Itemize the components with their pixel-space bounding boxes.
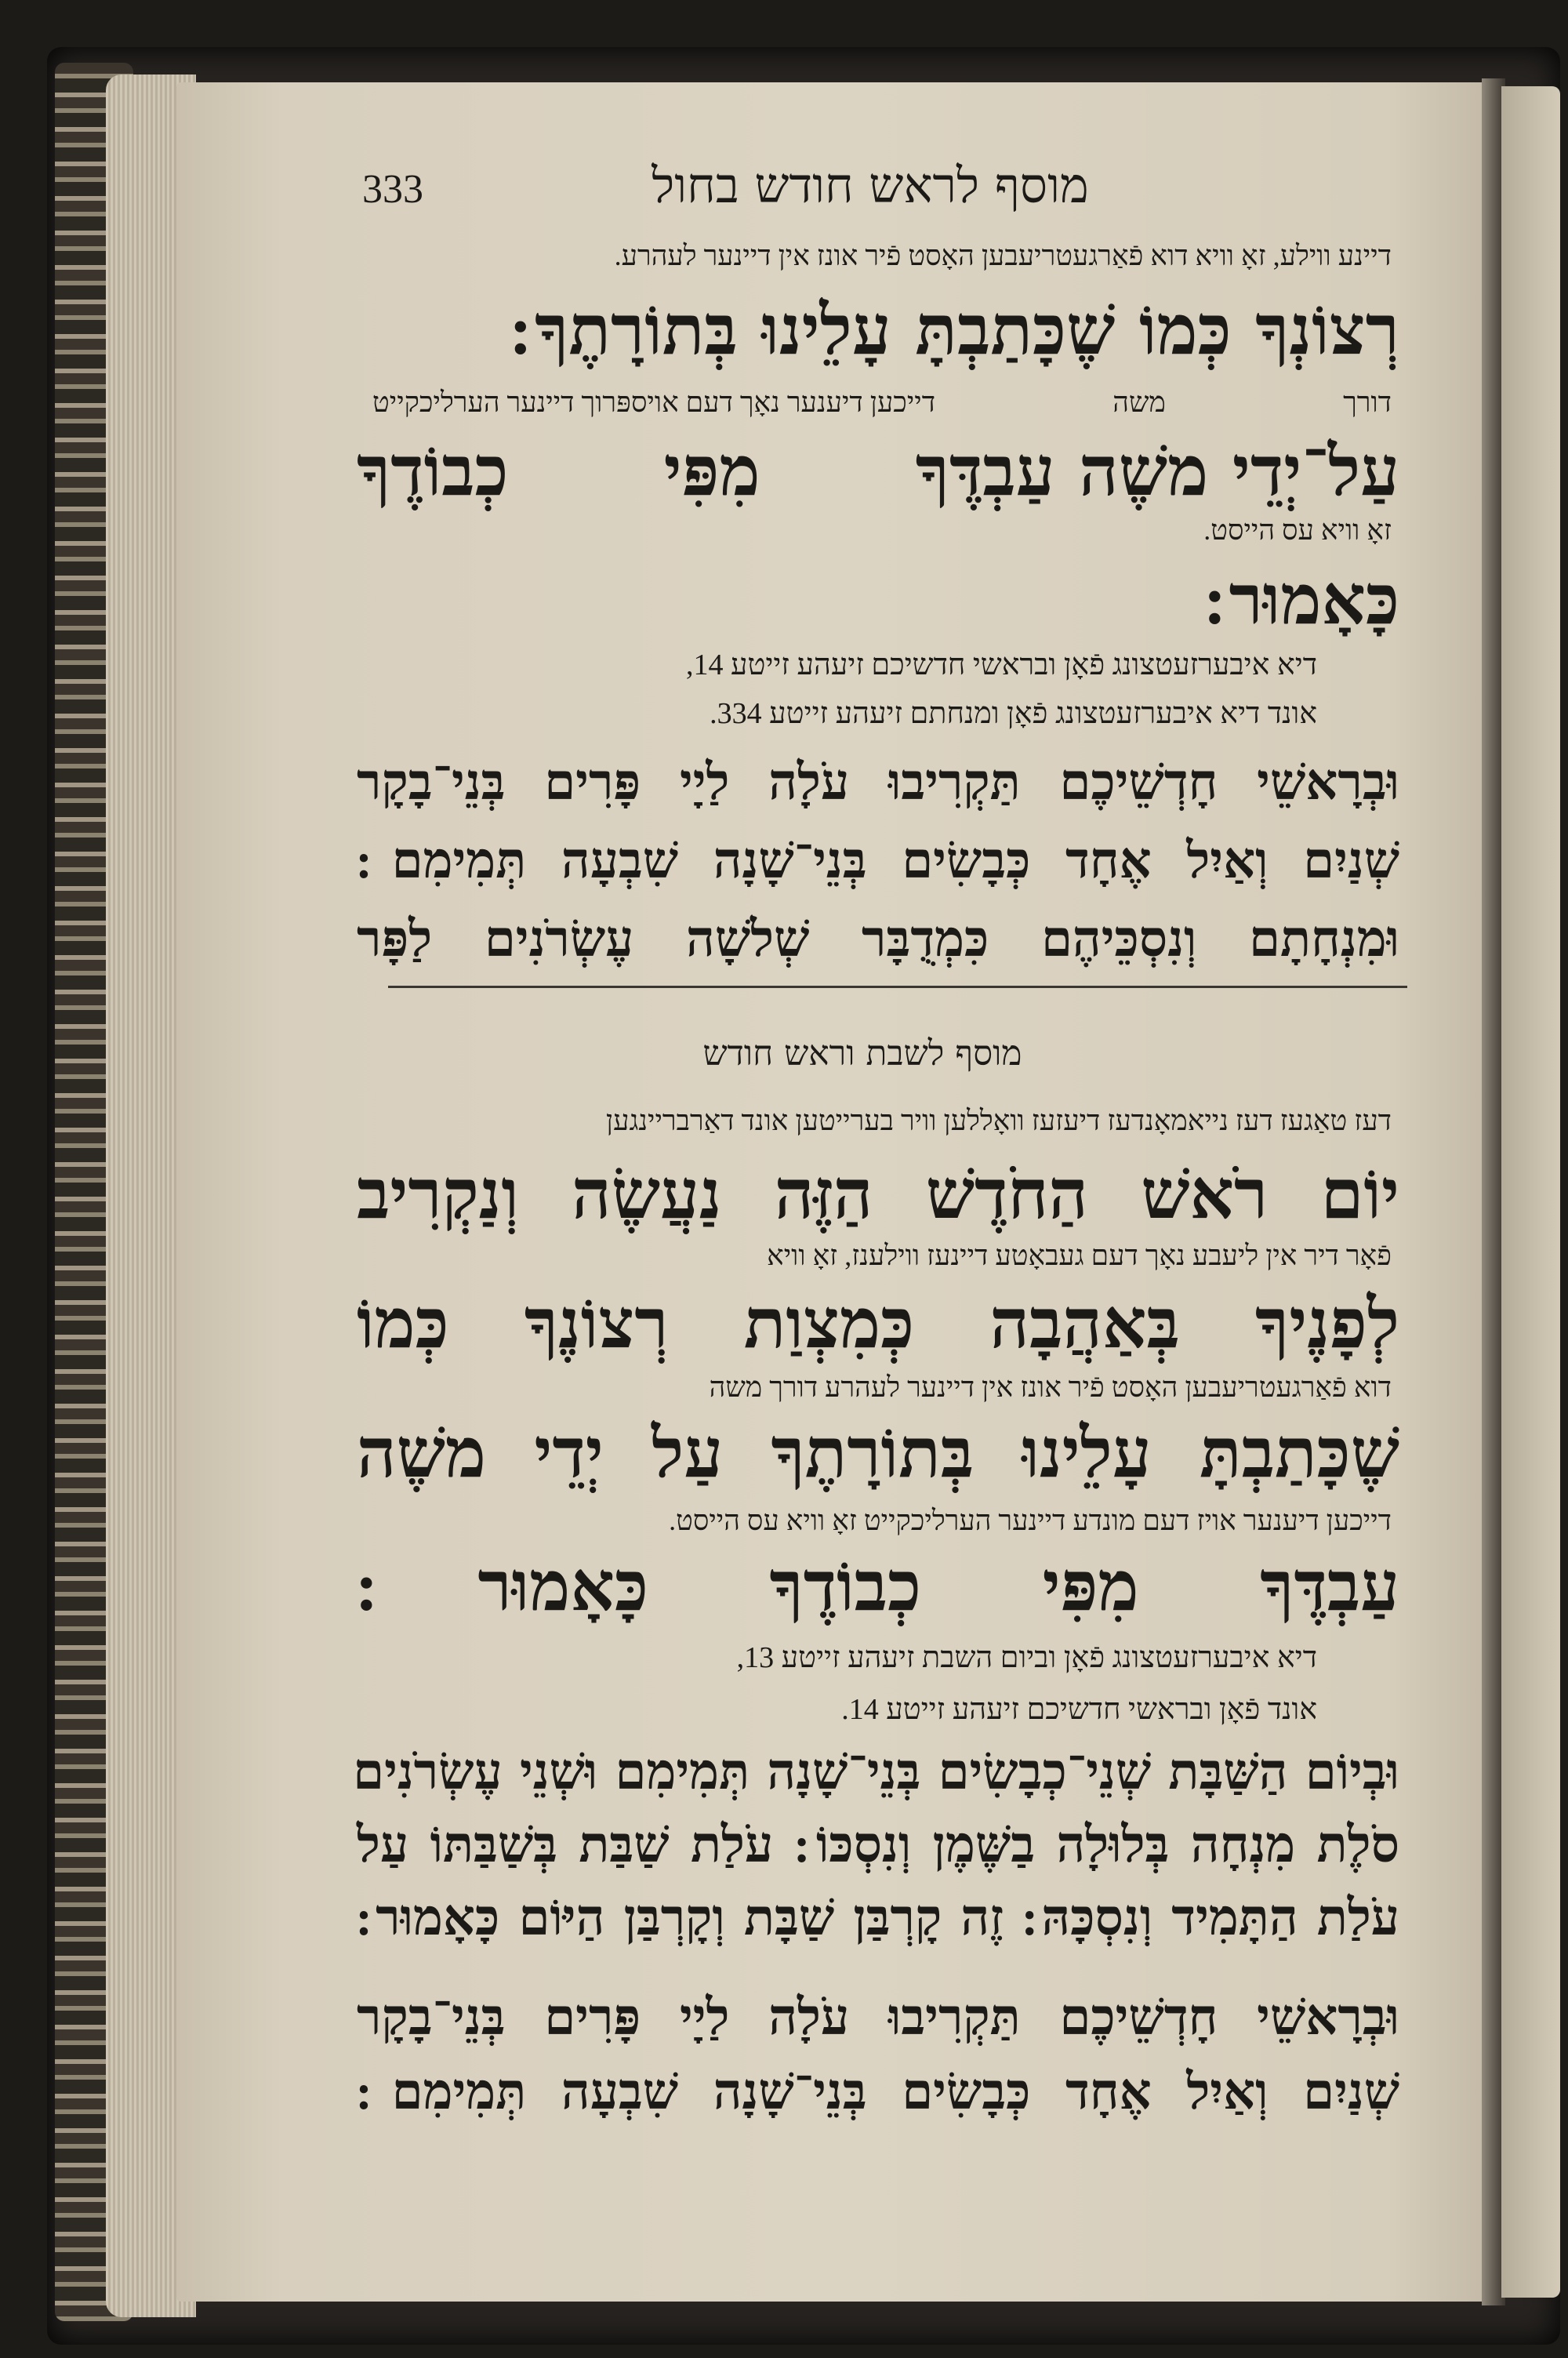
note-line: אונד פֿאָן ובראשי חדשיכם זיעהע זייטע 14. xyxy=(841,1693,1317,1726)
translation-word: משה xyxy=(1112,387,1166,418)
hebrew-line: יוֹם רֹאשׁ הַחֹדֶשׁ הַזֶּה נַעֲשֶׂה וְנַקְרִיב xyxy=(357,1153,1399,1234)
note-line: דיא איבערזעטצונג פֿאָן ובראשי חדשיכם זיעהע זייטע 14, xyxy=(686,649,1317,681)
translation-line: פֿאָר דיר אין ליעבע נאָך דעם געבאָטע דיינעז ווילענז, זאָ וויא xyxy=(767,1240,1392,1271)
hebrew-line: לְפָנֶיךָ בְּאַהֲבָה כְּמִצְוַת רְצוֹנֶךָ כְּמוֹ xyxy=(357,1282,1399,1364)
translation-line: דיינע ווילע, זאָ וויא דוא פֿאַרגעטריעבען האָסט פֿיר אונז אין דיינער לעהרע. xyxy=(614,240,1392,271)
hebrew-line: רְצוֹנְךָ כְּמוֹ שֶׁכָּתַבְתָּ עָלֵינוּ בְּתוֹרָתֶךָ ׃ xyxy=(510,289,1399,370)
translation-word: דורך xyxy=(1343,387,1392,418)
translation-line: דייכען דיענער אויז דעם מונדע דיינער הערליכקייט זאָ וויא עס הייסט. xyxy=(669,1505,1392,1536)
note-line: אונד דיא איבערזעטצונג פֿאָן ומנחתם זיעהע זייטע 334. xyxy=(710,697,1317,730)
hebrew-line xyxy=(357,430,1399,512)
section-title: מוסף לשבת וראש חודש xyxy=(702,1034,1022,1074)
section-divider xyxy=(388,986,1407,988)
translation-line: זאָ וויא עס הייסט. xyxy=(1203,514,1392,546)
note-line: דיא איבערזעטצונג פֿאָן וביום השבת זיעהע זייטע 13, xyxy=(736,1641,1317,1674)
hebrew-line: וּבְרָאשֵׁי חָדְשֵׁיכֶם תַּקְרִיבוּ עֹלָה לַיָי פָּרִים בְּנֵי־בָקָר xyxy=(357,753,1399,812)
hebrew-line: וּבְיוֹם הַשַּׁבָּת שְׁנֵי־כְבָשִׂים בְּנֵי־שָׁנָה תְּמִימִם וּשְׁנֵי עֶשְׂרֹנִים xyxy=(353,1742,1399,1801)
hebrew-line: עַבְדֶּךָ מִפִּי כְבוֹדֶךָ כָּאָמוּר ׃ xyxy=(357,1545,1399,1626)
hebrew-line: שְׁנַיִם וְאַיִל אֶחָד כְּבָשִׂים בְּנֵי־שָׁנָה שִׁבְעָה תְּמִימִם ׃ xyxy=(357,2062,1399,2121)
translation-line: דוא פֿאַרגעטריעבען האָסט פֿיר אונז אין דיינער לעהרע דורך משה xyxy=(709,1372,1392,1403)
hebrew-line: כָּאָמוּר ׃ xyxy=(1204,558,1399,640)
hebrew-line: סֹלֶת מִנְחָה בְּלוּלָה בַשֶּׁמֶן וְנִסְכּוֹ ׃ עֹלַת שַׁבַּת בְּשַׁבַּתּוֹ עַל xyxy=(357,1815,1399,1874)
hebrew-line: שְׁנַיִם וְאַיִל אֶחָד כְּבָשִׂים בְּנֵי־שָׁנָה שִׁבְעָה תְּמִימִם ׃ xyxy=(357,831,1399,890)
translation-line: דעז טאַגעז דעז נייאמאָנדעז דיעזעז וואָללען וויר בערייטען אונד דאַרבריינגען xyxy=(605,1105,1392,1136)
translation-line xyxy=(372,386,1392,419)
hebrew-word: עַל־יְדֵי משֶׁה עַבְדֶּךָ xyxy=(915,430,1399,511)
hebrew-word: כְבוֹדֶךָ xyxy=(357,430,509,511)
next-page-edge xyxy=(1501,86,1560,2298)
page-title: מוסף לראש חודש בחול xyxy=(652,157,1089,214)
hebrew-line: וּבְרָאשֵׁי חָדְשֵׁיכֶם תַּקְרִיבוּ עֹלָה לַיָי פָּרִים בְּנֵי־בָקָר xyxy=(357,1988,1399,2047)
page-number: 333 xyxy=(362,167,423,212)
hebrew-word: מִפִּי xyxy=(663,430,760,511)
hebrew-line: עֹלַת הַתָּמִיד וְנִסְכָּהּ ׃ זֶה קָרְבַּן שַׁבָּת וְקָרְבַּן הַיּוֹם כָּאָמוּר ׃ xyxy=(357,1888,1400,1947)
hebrew-line: וּמִנְחָתָם וְנִסְכֵּיהֶם כִּמְדֻבָּר שְׁלשָׁה עֶשְׂרֹנִים לַפָּר xyxy=(357,910,1399,968)
hebrew-line: שֶׁכָּתַבְתָּ עָלֵינוּ בְּתוֹרָתֶךָ עַל יְדֵי משֶׁה xyxy=(357,1412,1399,1493)
translation-word: דייכען דיענער נאָך דעם אויספּרוך דיינער הערליכקייט xyxy=(372,387,936,418)
